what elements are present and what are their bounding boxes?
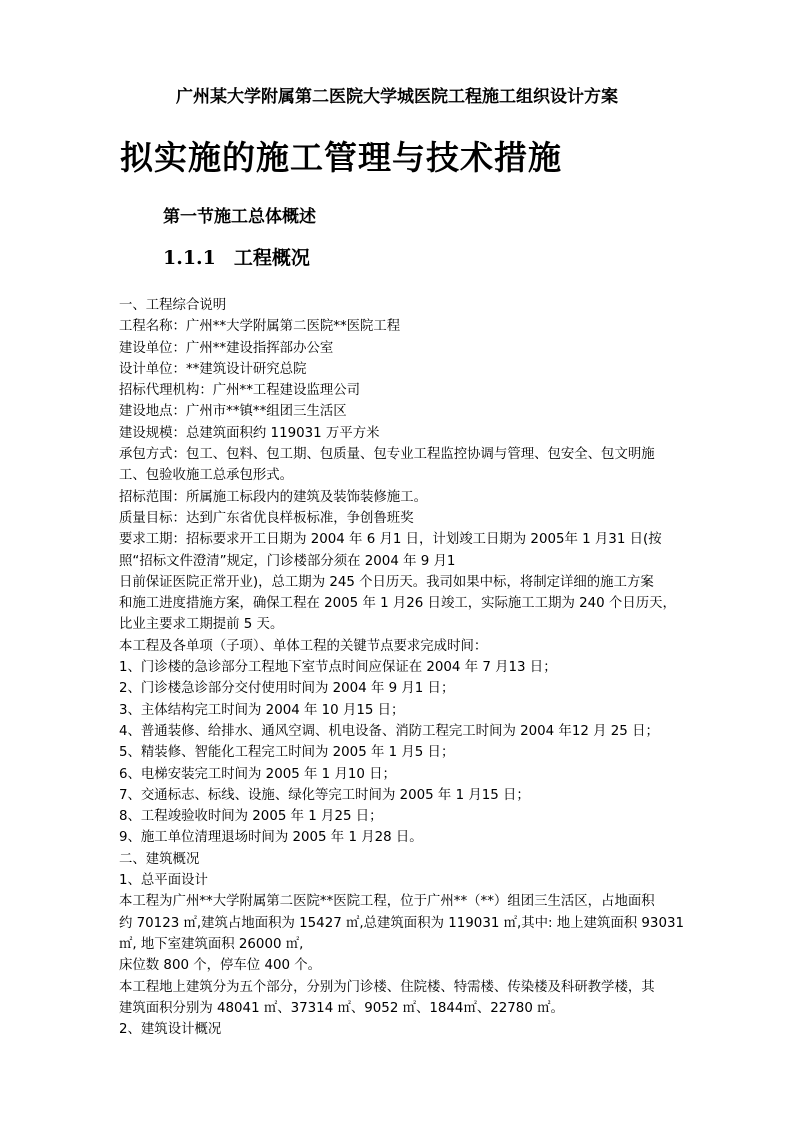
text-line: 承包方式：包工、包料、包工期、包质量、包专业工程监控协调与管理、包安全、包文明施 bbox=[119, 447, 655, 463]
subsection-heading bbox=[163, 243, 310, 270]
body-text bbox=[119, 295, 699, 1040]
text-line: 7、交通标志、标线、设施、绿化等完工时间为 2005 年 1 月15 日； bbox=[119, 787, 530, 803]
text-line: 4、普通装修、给排水、通风空调、机电设备、消防工程完工时间为 2004 年12 月 25 日； bbox=[119, 723, 659, 739]
text-line: 建设规模：总建筑面积约 119031 万平方米 bbox=[119, 425, 380, 441]
text-line: 日前保证医院正常开业)，总工期为 245 个日历天。我司如果中标，将制定详细的施工方案 bbox=[119, 574, 654, 590]
text-line: 要求工期：招标要求开工日期为 2004 年 6 月1 日，计划竣工日期为 2005年 1 月31 日(按 bbox=[119, 532, 662, 548]
text-line: 比业主要求工期提前 5 天。 bbox=[119, 617, 284, 633]
text-line: 1、总平面设计 bbox=[119, 873, 208, 889]
text-line: 招标代理机构：广州**工程建设监理公司 bbox=[119, 383, 361, 399]
text-line: 5、精装修、智能化工程完工时间为 2005 年 1 月5 日； bbox=[119, 745, 455, 761]
text-line: 建设地点：广州市**镇**组团三生活区 bbox=[119, 404, 347, 420]
text-line: 9、施工单位清理退场时间为 2005 年 1 月28 日。 bbox=[119, 830, 423, 846]
text-line: 二、建筑概况 bbox=[119, 851, 200, 867]
text-line: 建筑面积分别为 48041 ㎡、37314 ㎡、9052 ㎡、1844㎡、22780 ㎡。 bbox=[119, 1000, 564, 1016]
text-line: 设计单位：**建筑设计研究总院 bbox=[119, 361, 307, 377]
text-line: 招标范围：所属施工标段内的建筑及装饰装修施工。 bbox=[119, 489, 427, 505]
text-line: 照“招标文件澄清”规定，门诊楼部分须在 2004 年 9 月1 bbox=[119, 553, 456, 569]
text-line: 和施工进度措施方案，确保工程在 2005 年 1 月26 日竣工，实际施工工期为 240 个日历天， bbox=[119, 596, 676, 612]
text-line: 本工程及各单项（子项）、单体工程的关键节点要求完成时间： bbox=[119, 638, 488, 654]
text-line: 建设单位：广州**建设指挥部办公室 bbox=[119, 340, 334, 356]
subsection-title: 工程概况 bbox=[233, 247, 310, 269]
text-line: 3、主体结构完工时间为 2004 年 10 月15 日； bbox=[119, 702, 405, 718]
text-line: 本工程地上建筑分为五个部分，分别为门诊楼、住院楼、特需楼、传染楼及科研教学楼，其 bbox=[119, 979, 655, 995]
text-line: 2、建筑设计概况 bbox=[119, 1022, 222, 1038]
text-line: 1、门诊楼的急诊部分工程地下室节点时间应保证在 2004 年 7 月13 日； bbox=[119, 660, 557, 676]
text-line: 床位数 800 个，停车位 400 个。 bbox=[119, 958, 322, 974]
section-heading: 第一节施工总体概述 bbox=[163, 207, 316, 227]
text-line: ㎡, 地下室建筑面积 26000 ㎡, bbox=[119, 936, 304, 952]
text-line: 8、工程竣验收时间为 2005 年 1 月25 日； bbox=[119, 809, 383, 825]
subsection-number: 1.1.1 bbox=[163, 247, 216, 269]
page-title: 拟实施的施工管理与技术措施 bbox=[120, 138, 562, 177]
text-line: 约 70123 ㎡,建筑占地面积为 15427 ㎡,总建筑面积为 119031 ㎡,其中: 地上建筑面积 93031 bbox=[119, 915, 685, 931]
text-line: 工程名称：广州**大学附属第二医院**医院工程 bbox=[119, 319, 401, 335]
text-line: 2、门诊楼急诊部分交付使用时间为 2004 年 9 月1 日； bbox=[119, 681, 455, 697]
document-header: 广州某大学附属第二医院大学城医院工程施工组织设计方案 bbox=[176, 87, 618, 107]
text-line: 本工程为广州**大学附属第二医院**医院工程，位于广州**（**）组团三生活区，占地面积 bbox=[119, 894, 655, 910]
text-line: 6、电梯安装完工时间为 2005 年 1 月10 日； bbox=[119, 766, 396, 782]
text-line: 质量目标：达到广东省优良样板标准，争创鲁班奖 bbox=[119, 510, 414, 526]
text-line: 工、包验收施工总承包形式。 bbox=[119, 468, 294, 484]
text-line: 一、工程综合说明 bbox=[119, 298, 227, 313]
